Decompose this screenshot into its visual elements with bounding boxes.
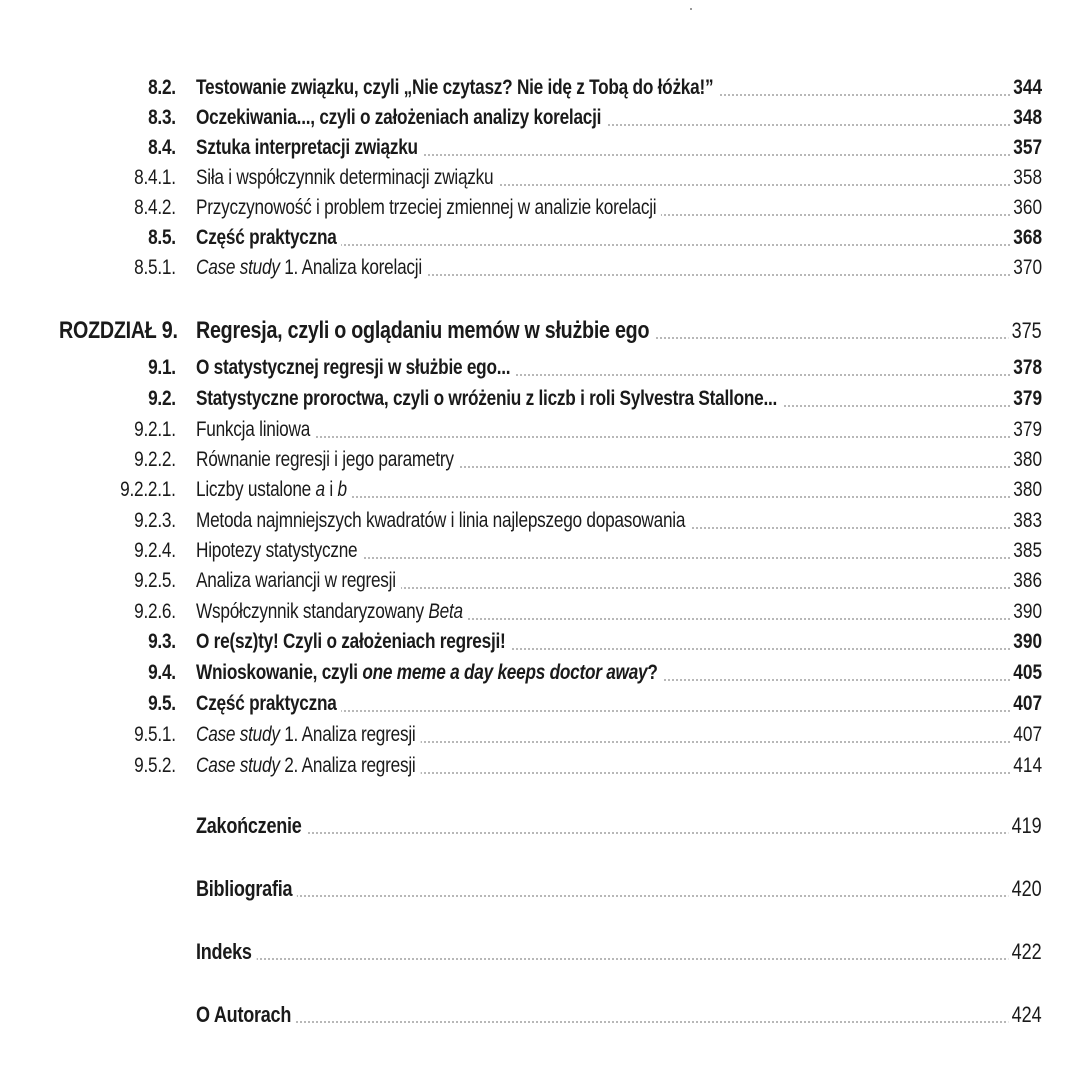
dot-leader: [200, 436, 1034, 438]
chapter-number: ROZDZIAŁ 9.: [59, 317, 178, 344]
dot-leader: [200, 1021, 1034, 1023]
title-part: i: [324, 478, 338, 501]
section-title: Oczekiwania..., czyli o założeniach analizy korelacji: [196, 106, 606, 130]
toc-entry-9-2-4: [0, 537, 1082, 567]
page-number: 370: [1010, 256, 1042, 280]
page-number: 405: [1010, 661, 1042, 685]
page-number: 344: [1010, 76, 1042, 100]
section-title: Metoda najmniejszych kwadratów i linia najlepszego dopasowania: [196, 509, 690, 533]
page-number: 419: [1009, 814, 1042, 838]
section-number: 9.3.: [148, 630, 176, 653]
section-title: Statystyczne proroctwa, czyli o wróżeniu z liczb i roli Sylvestra Stallone...: [196, 387, 782, 411]
toc-entry-8-5-1: [0, 254, 1082, 284]
title-part: Współczynnik standaryzowany: [196, 600, 429, 623]
dot-leader: [200, 832, 1034, 834]
section-title: Testowanie związku, czyli „Nie czytasz? Nie idę z Tobą do łóżka!”: [196, 76, 718, 100]
section-number: 9.5.2.: [134, 754, 176, 777]
end-title: O Autorach: [196, 1003, 296, 1027]
section-number: 8.5.: [148, 226, 176, 249]
toc-entry-9-2-2-1: [0, 476, 1082, 506]
section-title: Hipotezy statystyczne: [196, 539, 362, 563]
toc-end-bibliografia: [0, 871, 1082, 905]
page-number: 422: [1009, 940, 1042, 964]
page-number: 407: [1010, 723, 1042, 747]
dot-leader: [200, 895, 1034, 897]
section-number: 9.4.: [148, 661, 176, 684]
section-number: 9.2.3.: [134, 509, 176, 532]
end-title: Zakończenie: [196, 814, 306, 838]
toc-entry-9-4: [0, 659, 1082, 689]
section-title: Przyczynowość i problem trzeciej zmiennej w analizie korelacji: [196, 196, 661, 220]
toc-entry-8-4-1: [0, 164, 1082, 194]
section-title: Część praktyczna: [196, 692, 342, 716]
page-number: 378: [1010, 356, 1042, 380]
title-italic: one meme a day keeps doctor away: [362, 661, 648, 684]
page-number: 424: [1009, 1003, 1042, 1027]
page-number: 368: [1010, 226, 1042, 250]
section-title: Analiza wariancji w regresji: [196, 569, 401, 593]
toc-entry-9-2-3: [0, 507, 1082, 537]
toc-entry-8-4-2: [0, 194, 1082, 224]
page-number: 386: [1010, 569, 1042, 593]
title-italic: Case study: [196, 754, 280, 777]
end-title: Bibliografia: [196, 877, 297, 901]
page-number: 375: [1009, 319, 1042, 343]
toc-entry-9-5-1: [0, 721, 1082, 751]
toc-entry-8-2: [0, 74, 1082, 104]
section-number: 8.5.1.: [134, 256, 176, 279]
section-number: 9.5.: [148, 692, 176, 715]
toc-entry-8-5: [0, 224, 1082, 254]
section-title: O statystycznej regresji w służbie ego...: [196, 356, 515, 380]
toc-entry-9-5: [0, 690, 1082, 720]
section-number: 8.4.1.: [134, 166, 176, 189]
title-part: Wnioskowanie, czyli: [196, 661, 363, 684]
toc-entry-8-3: [0, 104, 1082, 134]
toc-end-indeks: [0, 934, 1082, 968]
title-part: Liczby ustalone: [196, 478, 316, 501]
toc-entry-9-1: [0, 354, 1082, 384]
section-number: 9.2.: [148, 387, 176, 410]
page-number: 357: [1010, 136, 1042, 160]
section-number: 8.3.: [148, 106, 176, 129]
title-part: ?: [647, 661, 658, 684]
section-title: [196, 661, 663, 685]
section-title: [196, 754, 420, 778]
page-number: 360: [1010, 196, 1042, 220]
end-title: Indeks: [196, 940, 257, 964]
toc-entry-9-2: [0, 385, 1082, 415]
section-number: 9.2.2.1.: [120, 478, 176, 501]
page-number: 379: [1010, 387, 1042, 411]
section-number: 9.2.4.: [134, 539, 176, 562]
toc-entry-9-2-2: [0, 446, 1082, 476]
dot-leader: [200, 958, 1034, 960]
toc-entry-8-4: [0, 134, 1082, 164]
page-number: 348: [1010, 106, 1042, 130]
toc-entry-9-3: [0, 628, 1082, 658]
title-italic: Case study: [196, 256, 280, 279]
section-title: [196, 478, 352, 502]
page-number: 390: [1010, 630, 1042, 654]
section-number: 9.2.6.: [134, 600, 176, 623]
section-number: 9.5.1.: [134, 723, 176, 746]
title-italic: Beta: [428, 600, 463, 623]
toc-entry-9-2-1: [0, 416, 1082, 446]
toc-entry-9-5-2: [0, 752, 1082, 782]
page-number: 380: [1010, 448, 1042, 472]
page-number: 390: [1010, 600, 1042, 624]
page-number: 385: [1010, 539, 1042, 563]
title-rest: 1. Analiza regresji: [279, 723, 416, 746]
toc-end-zakonczenie: [0, 808, 1082, 842]
scan-speck: [690, 8, 692, 10]
section-title: Równanie regresji i jego parametry: [196, 448, 459, 472]
title-italic: b: [337, 478, 347, 501]
section-title: O re(sz)ty! Czyli o założeniach regresji!: [196, 630, 510, 654]
section-number: 9.2.5.: [134, 569, 176, 592]
section-number: 8.2.: [148, 76, 176, 99]
section-number: 8.4.2.: [134, 196, 176, 219]
section-number: 8.4.: [148, 136, 176, 159]
title-italic: Case study: [196, 723, 280, 746]
page-number: 383: [1010, 509, 1042, 533]
chapter-title: Regresja, czyli o oglądaniu memów w służbie ego: [196, 319, 654, 343]
section-title: Siła i współczynnik determinacji związku: [196, 166, 498, 190]
page-number: 358: [1010, 166, 1042, 190]
page-number: 420: [1009, 877, 1042, 901]
toc-end-o-autorach: [0, 997, 1082, 1031]
section-title: [196, 600, 468, 624]
section-number: 9.2.1.: [134, 418, 176, 441]
section-number: 9.1.: [148, 356, 176, 379]
section-number: 9.2.2.: [134, 448, 176, 471]
toc-entry-9-2-5: [0, 567, 1082, 597]
toc-chapter-9: [0, 313, 1082, 347]
toc-entry-9-2-6: [0, 598, 1082, 628]
page-number: 407: [1010, 692, 1042, 716]
page-number: 380: [1010, 478, 1042, 502]
section-title: Sztuka interpretacji związku: [196, 136, 423, 160]
title-rest: 1. Analiza korelacji: [279, 256, 422, 279]
section-title: [196, 723, 420, 747]
section-title: [196, 256, 427, 280]
section-title: Funkcja liniowa: [196, 418, 315, 442]
title-rest: 2. Analiza regresji: [279, 754, 416, 777]
section-title: Część praktyczna: [196, 226, 342, 250]
page-number: 414: [1010, 754, 1042, 778]
title-italic: a: [315, 478, 325, 501]
page-number: 379: [1010, 418, 1042, 442]
